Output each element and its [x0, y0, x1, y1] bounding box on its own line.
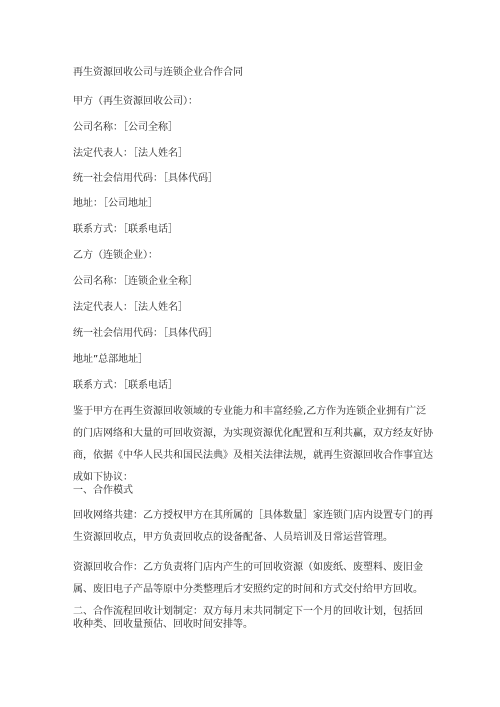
party-a-contact: 联系方式：［联系电话］: [73, 224, 178, 235]
party-b-contact: 联系方式：［联系电话］: [73, 380, 178, 391]
party-a-heading: 甲方（再生资源回收公司）：: [73, 96, 198, 107]
party-b-address: 地址”总部地址］: [73, 354, 149, 365]
document-title: 再生资源回收公司与连锁企业合作合同: [73, 67, 243, 78]
party-b-heading: 乙方（连锁企业）：: [73, 250, 158, 261]
preamble-paragraph: 鉴于甲方在再生资源回收领域的专业能力和丰富经验,乙方作为连锁企业拥有广泛的门店网络和大量的可回收资源，为实现资源优化配置和互利共赢，双方经友好协商，依据《中华人民共和国民法典》及相关法律法规，就再生资源回收合作事宜达成如下协议：: [73, 406, 433, 483]
section-1-paragraph-1: 回收网络共建：乙方授权甲方在其所属的［具体数量］家连锁门店内设置专门的再生资源回收点，甲方负责回收点的设备配备、人员培训及日常运营管理。: [73, 510, 433, 543]
party-b-credit-code: 统一社会信用代码：［具体代码］: [73, 328, 218, 339]
party-a-address: 地址：［公司地址］: [73, 198, 158, 209]
party-a-legal-rep: 法定代表人：［法人姓名］: [73, 148, 188, 159]
party-b-company-name: 公司名称：［连锁企业全称］: [73, 276, 198, 287]
party-b-legal-rep: 法定代表人：［法人姓名］: [73, 302, 188, 313]
party-a-credit-code: 统一社会信用代码：［具体代码］: [73, 173, 218, 184]
section-1-paragraph-2: 资源回收合作：乙方负责将门店内产生的可回收资源（如废纸、废塑料、废旧金属、废旧电子产品等原中分类整理后才安照约定的时间和方式交付给甲方回收。: [73, 562, 423, 595]
section-2-paragraph: 二、合作流程回收计划制定：双方每月末共同制定下一个月的回收计划，包括回收种类、回收量预估、回收时间安排等。: [73, 606, 423, 630]
party-a-company-name: 公司名称：［公司全称］: [73, 122, 178, 133]
section-1-heading: 一、合作模式: [73, 485, 133, 496]
